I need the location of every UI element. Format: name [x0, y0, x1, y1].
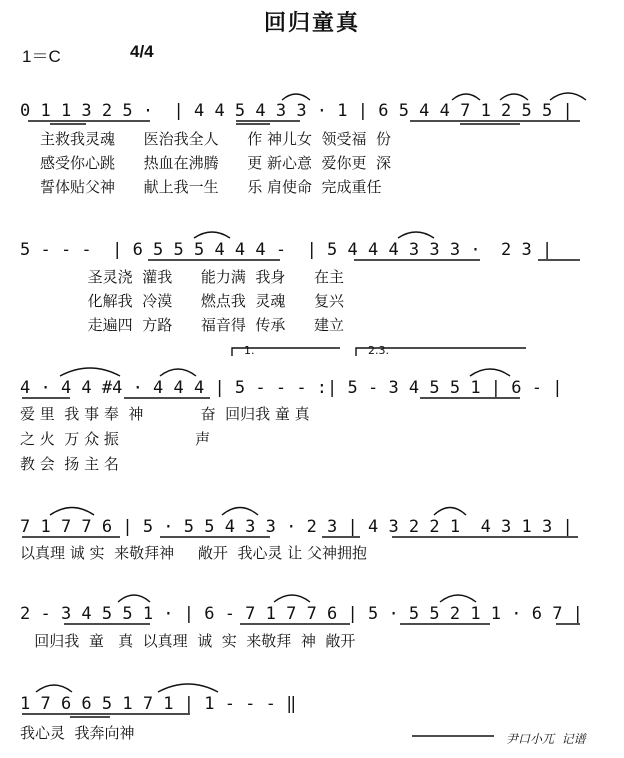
tie — [160, 369, 196, 376]
tie — [222, 508, 258, 516]
tie — [434, 508, 466, 516]
notation-row-6: 1 7 6 6 5 1 7 1 | 1 - - - ‖ — [20, 694, 297, 714]
tie — [440, 595, 476, 602]
time-signature: 4/4 — [130, 42, 154, 61]
lyric-row-2-verse-3: 走遍四 方路 福音得 传承 建立 — [40, 316, 344, 334]
tie — [550, 93, 586, 100]
tie — [452, 94, 480, 100]
transcriber-credit: 尹口小兀 记谱 — [506, 732, 586, 746]
lyric-row-3-verse-1: 爱 里 我 事 奉 神 奋 回归我 童 真 — [20, 405, 310, 423]
lyric-row-1-verse-3: 誓体贴父神 献上我一生 乐 肩使命 完成重任 — [40, 178, 382, 196]
notation-row-1: 0 1 1 3 2 5 · | 4 4 5 4 3 3 · 1 | 6 5 4 4 7 1 2 5 5 | — [20, 101, 573, 121]
lyric-row-1-verse-2: 感受你心跳 热血在沸腾 更 新心意 爱你更 深 — [40, 154, 392, 172]
lyric-row-4: 以真理 诚 实 来敬拜神 敞开 我心灵 让 父神拥抱 — [20, 544, 367, 562]
notation-row-4: 7 1 7 7 6 | 5 · 5 5 4 3 3 · 2 3 | 4 3 2 2 1 4 3 1 3 | — [20, 517, 573, 537]
volta-bracket-2 — [356, 348, 526, 356]
key-signature: 1＝C — [22, 47, 61, 66]
notation-row-3: 4 · 4 4 #4 · 4 4 4 | 5 - - - :| 5 - 3 4 5 5 1 | 6 - | — [20, 378, 563, 398]
lyric-row-5: 回归我 童 真 以真理 诚 实 来敬拜 神 敞开 — [20, 632, 356, 650]
notation-row-2: 5 - - - | 6 5 5 5 4 4 4 - | 5 4 4 4 3 3 3 · 2 3 | — [20, 240, 553, 260]
volta-first-ending: 1. — [244, 344, 255, 357]
tie — [500, 94, 528, 100]
tie — [118, 595, 150, 602]
lyric-row-6: 我心灵 我奔向神 — [20, 724, 135, 742]
tie — [274, 595, 310, 602]
volta-bracket-1 — [232, 348, 340, 356]
tie — [60, 368, 120, 376]
lyric-row-2-verse-1: 圣灵浇 灌我 能力满 我身 在主 — [40, 268, 344, 286]
lyric-row-3-verse-2: 之 火 万 众 振 声 — [20, 430, 211, 448]
lyric-row-3-verse-3: 教 会 扬 主 名 — [20, 455, 119, 473]
tie — [398, 232, 434, 238]
lyric-row-1-verse-1: 主救我灵魂 医治我全人 作 神儿女 领受福 份 — [40, 130, 392, 148]
tie — [50, 508, 94, 516]
lyric-row-2-verse-2: 化解我 冷漠 燃点我 灵魂 复兴 — [40, 292, 344, 310]
tie — [470, 369, 510, 376]
tie — [36, 685, 72, 692]
tie — [194, 232, 230, 238]
tie — [282, 94, 310, 100]
notation-row-5: 2 - 3 4 5 5 1 · | 6 - 7 1 7 7 6 | 5 · 5 5 2 1 1 · 6 7 | — [20, 604, 583, 624]
song-title: 回归童真 — [263, 11, 360, 36]
volta-second-ending: 2.3. — [368, 344, 389, 357]
tie — [158, 684, 218, 692]
